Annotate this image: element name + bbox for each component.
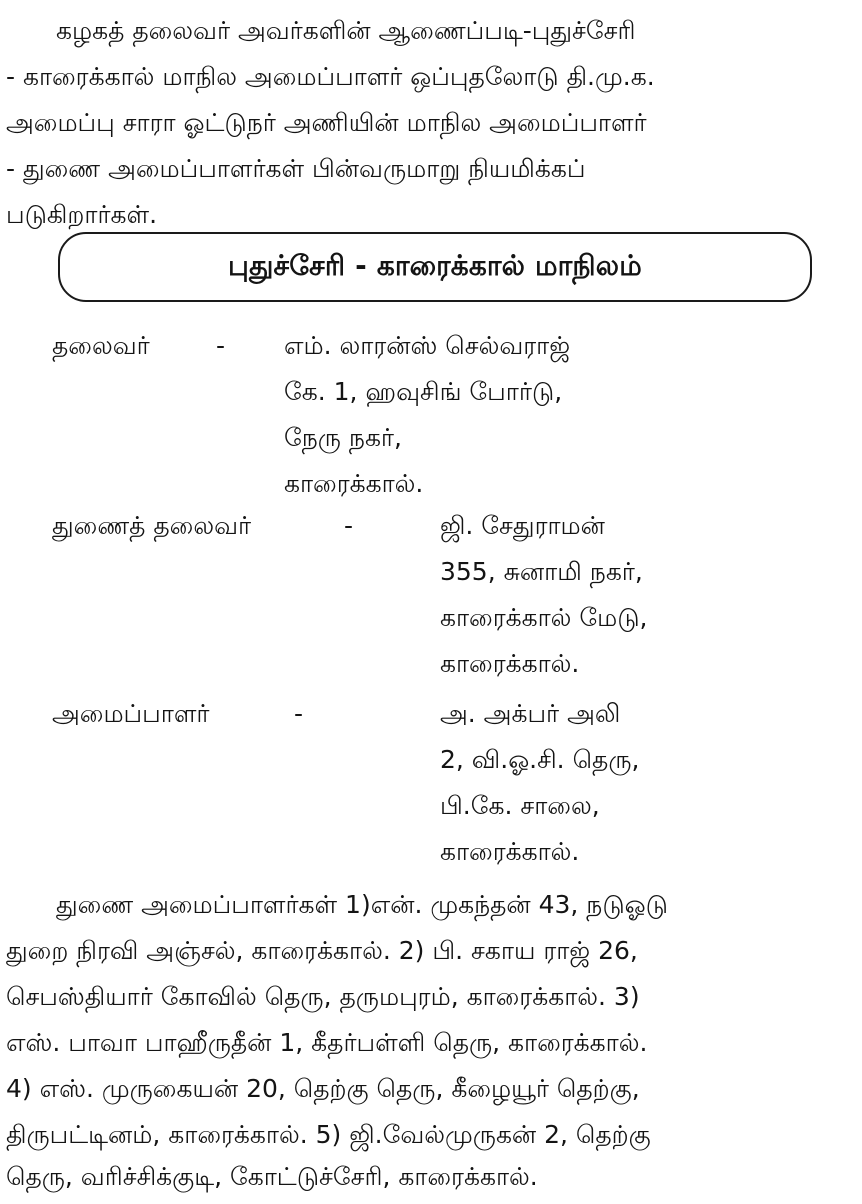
- intro-line: - துணை அமைப்பாளர்கள் பின்வருமாறு நியமிக்கப்: [6, 154, 586, 183]
- address-line: கே. 1, ஹவுசிங் போர்டு,: [284, 377, 563, 406]
- intro-line: கழகத் தலைவர் அவர்களின் ஆணைப்படி-புதுச்சேரி: [56, 16, 636, 45]
- entry-label: துணைத் தலைவர்: [52, 511, 252, 540]
- address-line: ஜி. சேதுராமன்: [440, 511, 605, 540]
- address-line: பி.கே. சாலை,: [440, 791, 600, 820]
- address-line: அ. அக்பர் அலி: [440, 699, 621, 728]
- entry-dash: -: [216, 331, 226, 360]
- address-line: 2, வி.ஓ.சி. தெரு,: [440, 745, 640, 774]
- entry-dash: -: [344, 511, 354, 540]
- address-line: எம். லாரன்ஸ் செல்வராஜ்: [284, 331, 571, 360]
- deputies-line: 4) எஸ். முருகையன் 20, தெற்கு தெரு, கீழையூர் தெற்கு,: [6, 1074, 640, 1103]
- section-heading: புதுச்சேரி - காரைக்கால் மாநிலம்: [228, 248, 642, 282]
- entry-label: தலைவர்: [52, 331, 150, 360]
- intro-line: அமைப்பு சாரா ஓட்டுநர் அணியின் மாநில அமைப்பாளர்: [6, 108, 647, 137]
- deputies-line: செபஸ்தியார் கோவில் தெரு, தருமபுரம், காரைக்கால். 3): [6, 982, 640, 1011]
- address-line: காரைக்கால்.: [440, 649, 580, 678]
- section-heading-box: [58, 232, 812, 302]
- deputies-line: திருபட்டினம், காரைக்கால். 5) ஜி.வேல்முருகன் 2, தெற்கு: [6, 1120, 651, 1149]
- deputies-line: எஸ். பாவா பாஹீருதீன் 1, கீதர்பள்ளி தெரு, காரைக்கால்.: [6, 1028, 648, 1057]
- address-line: காரைக்கால்.: [284, 469, 424, 498]
- entry-dash: -: [294, 699, 304, 728]
- intro-line: - காரைக்கால் மாநில அமைப்பாளர் ஒப்புதலோடு தி.மு.க.: [6, 62, 655, 91]
- entry-label: அமைப்பாளர்: [52, 699, 210, 728]
- address-line: காரைக்கால்.: [440, 837, 580, 866]
- deputies-line: துணை அமைப்பாளர்கள் 1)என். முகந்தன் 43, நடுஓடு: [56, 890, 668, 919]
- deputies-line: தெரு, வரிச்சிக்குடி, கோட்டுச்சேரி, காரைக்கால்.: [6, 1162, 538, 1191]
- intro-line: படுகிறார்கள்.: [6, 200, 158, 229]
- address-line: காரைக்கால் மேடு,: [440, 603, 648, 632]
- address-line: நேரு நகர்,: [284, 423, 402, 452]
- deputies-line: துறை நிரவி அஞ்சல், காரைக்கால். 2) பி. சகாய ராஜ் 26,: [6, 936, 638, 965]
- address-line: 355, சுனாமி நகர்,: [440, 557, 643, 586]
